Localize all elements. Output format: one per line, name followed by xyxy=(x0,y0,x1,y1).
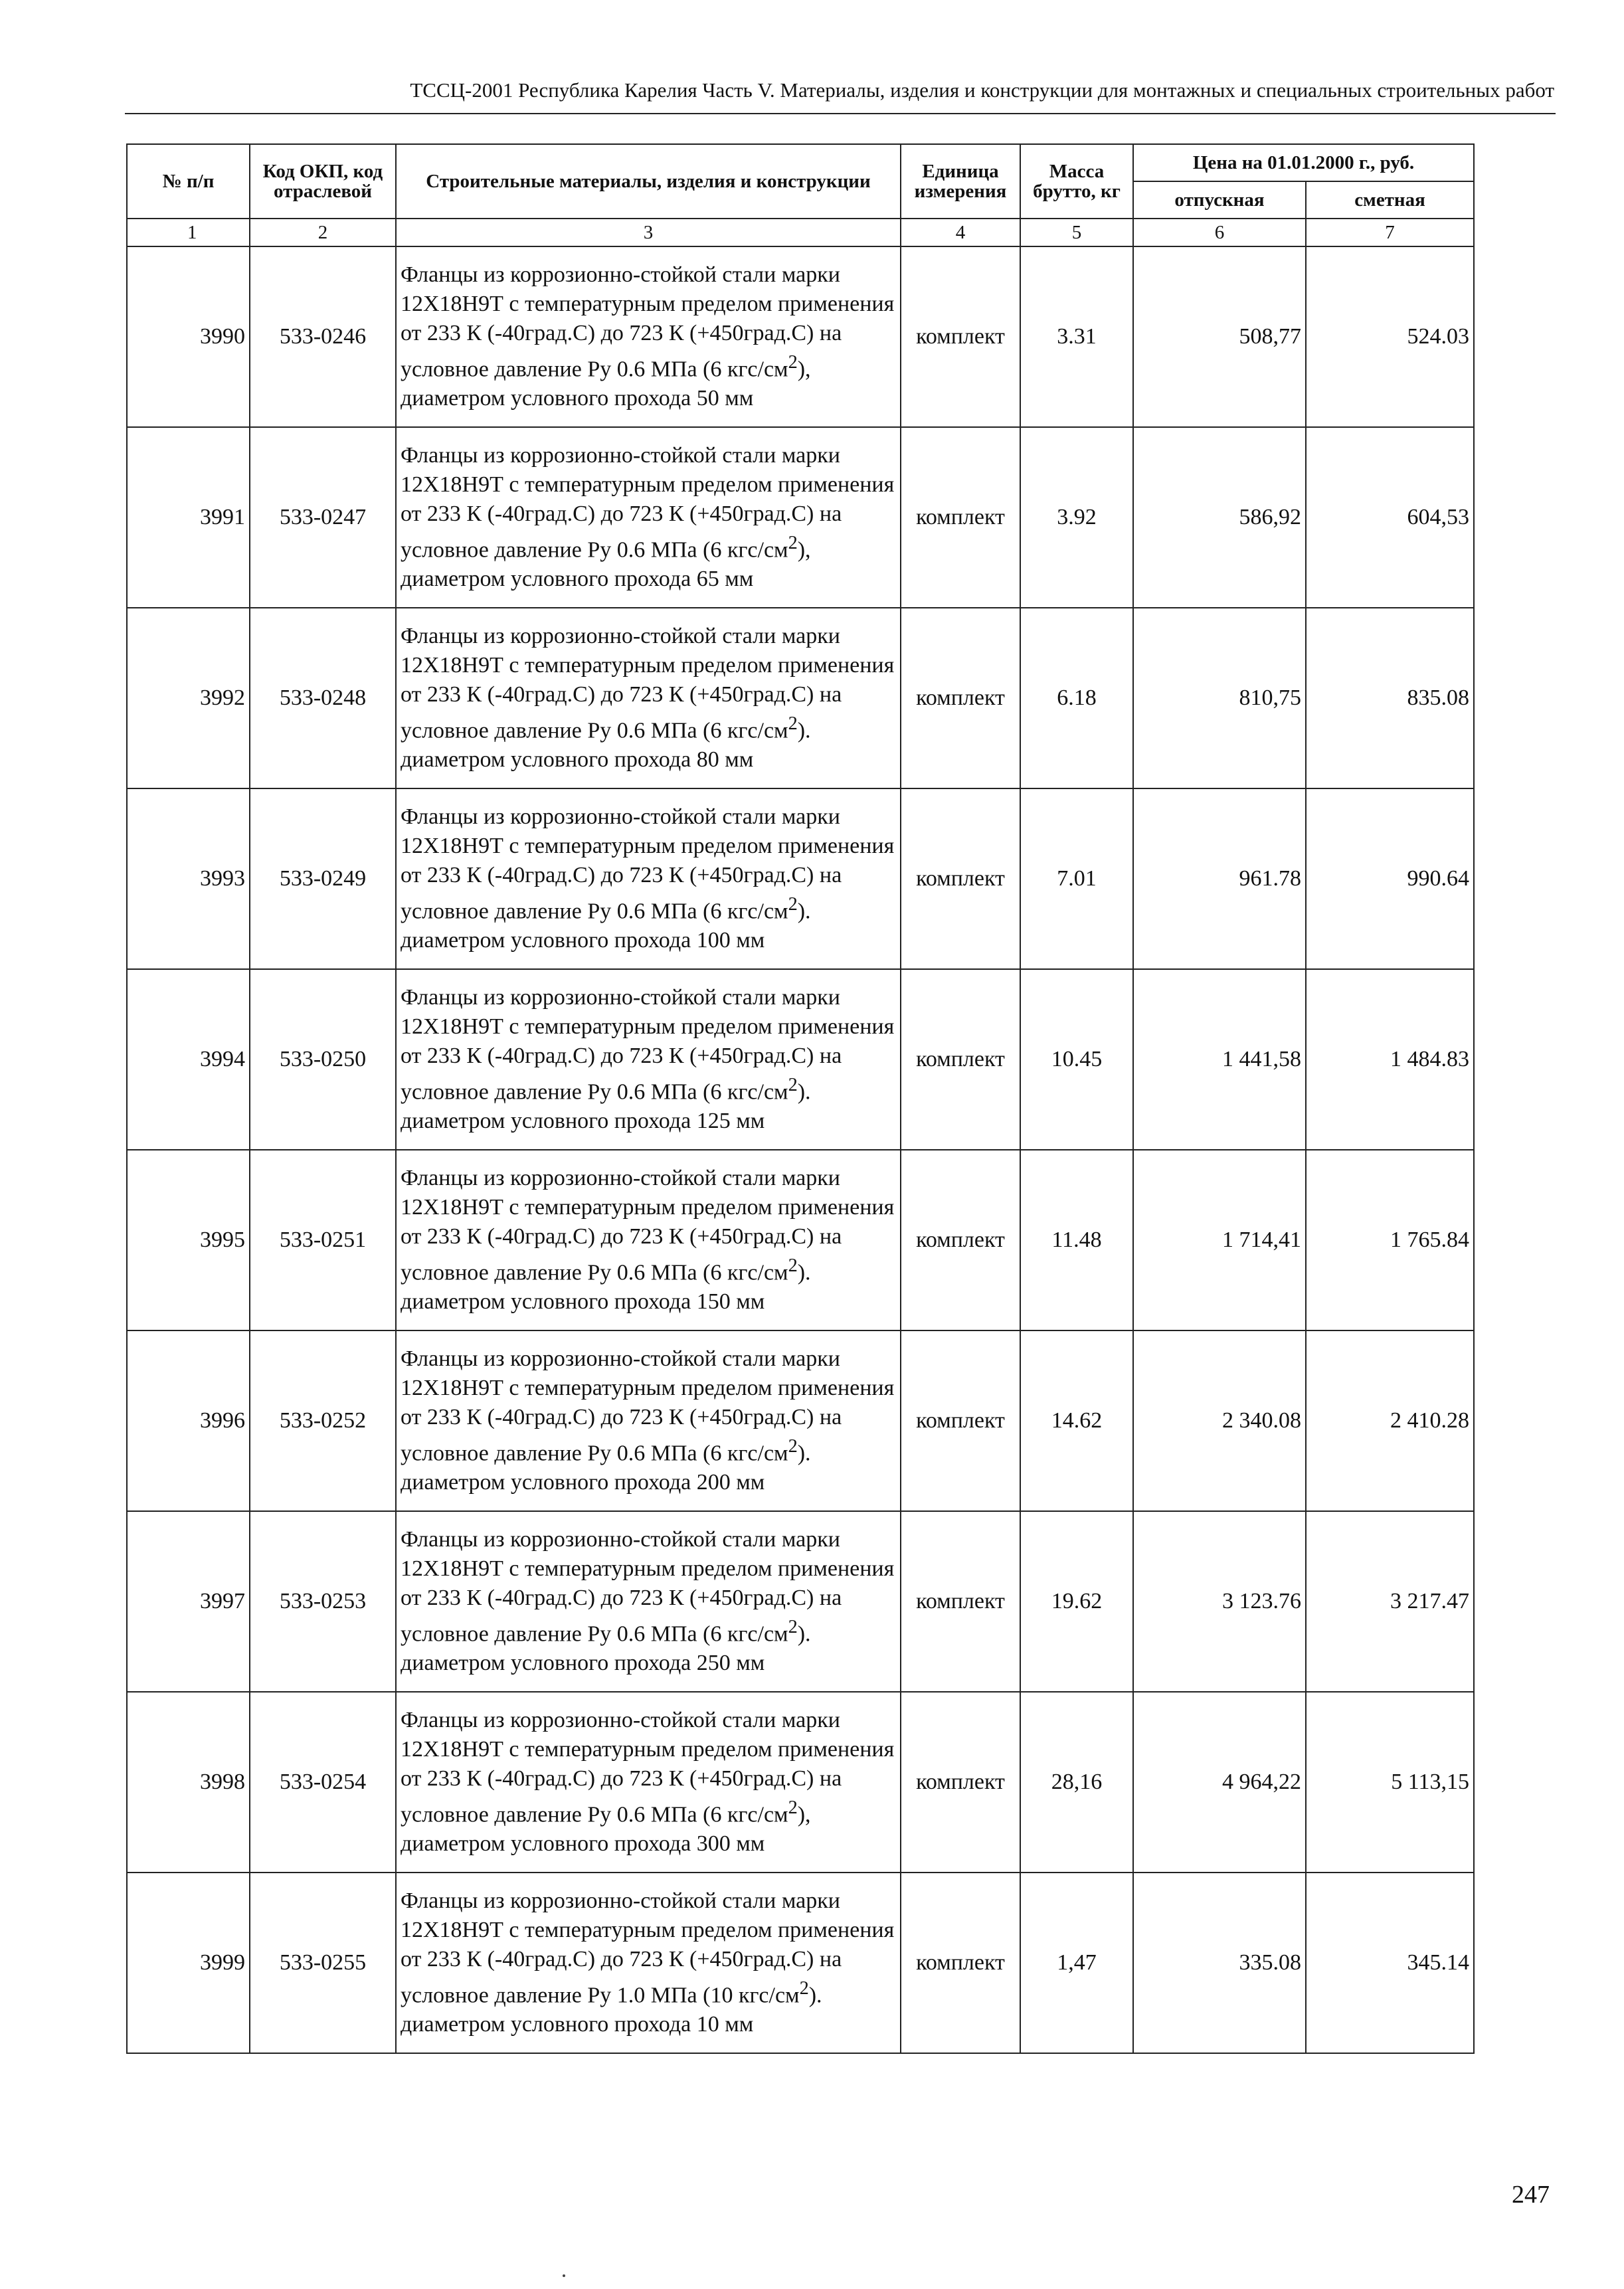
row-unit: комплект xyxy=(901,788,1020,969)
row-number: 3991 xyxy=(127,427,250,608)
row-description xyxy=(396,1873,901,2053)
row-code: 533-0248 xyxy=(250,608,396,788)
row-price-estimate: 5 113,15 xyxy=(1306,1692,1474,1873)
row-description xyxy=(396,246,901,427)
description-tail: ). диаметром условного прохода 100 мм xyxy=(401,899,811,953)
row-unit: комплект xyxy=(901,969,1020,1150)
row-unit: комплект xyxy=(901,1330,1020,1511)
row-unit: комплект xyxy=(901,246,1020,427)
header-code: Код ОКП, код отраслевой xyxy=(250,144,396,219)
table-row xyxy=(127,1511,1474,1692)
header-rule xyxy=(125,113,1556,114)
header-mass: Масса брутто, кг xyxy=(1020,144,1133,219)
row-price-estimate: 1 484.83 xyxy=(1306,969,1474,1150)
superscript: 2 xyxy=(788,1616,798,1637)
column-number: 2 xyxy=(250,219,396,246)
description-tail: ), диаметром условного прохода 50 мм xyxy=(401,357,811,411)
row-price-estimate: 990.64 xyxy=(1306,788,1474,969)
header-price-release: отпускная xyxy=(1133,181,1306,219)
row-mass: 14.62 xyxy=(1020,1330,1133,1511)
description-tail: ). диаметром условного прохода 150 мм xyxy=(401,1260,811,1315)
row-number: 3999 xyxy=(127,1873,250,2053)
column-number: 6 xyxy=(1133,219,1306,246)
row-mass: 11.48 xyxy=(1020,1150,1133,1330)
row-description xyxy=(396,1692,901,1873)
header-no: № п/п xyxy=(127,144,250,219)
header-price-group: Цена на 01.01.2000 г., руб. xyxy=(1133,144,1474,181)
description-text: Фланцы из коррозионно-стойкой стали марки 12Х18Н9Т с температурным пределом применения от 233 К (-40град.С) до 723 К (+450град.С) на условное давление Ру 0.6 МПа (6 кгс/см xyxy=(401,623,895,743)
description-tail: ). диаметром условного прохода 125 мм xyxy=(401,1079,811,1134)
row-unit: комплект xyxy=(901,1150,1020,1330)
row-price-release: 335.08 xyxy=(1133,1873,1306,2053)
row-unit: комплект xyxy=(901,1511,1020,1692)
description-text: Фланцы из коррозионно-стойкой стали марки 12Х18Н9Т с температурным пределом применения от 233 К (-40град.С) до 723 К (+450град.С) на условное давление Ру 0.6 МПа (6 кгс/см xyxy=(401,1165,895,1285)
row-number: 3997 xyxy=(127,1511,250,1692)
superscript: 2 xyxy=(788,893,798,915)
row-unit: комплект xyxy=(901,1873,1020,2053)
row-code: 533-0254 xyxy=(250,1692,396,1873)
row-number: 3994 xyxy=(127,969,250,1150)
superscript: 2 xyxy=(788,1435,798,1457)
row-description xyxy=(396,608,901,788)
row-mass: 7.01 xyxy=(1020,788,1133,969)
row-unit: комплект xyxy=(901,427,1020,608)
description-tail: ). диаметром условного прохода 10 мм xyxy=(401,1983,822,2037)
superscript: 2 xyxy=(788,713,798,734)
superscript: 2 xyxy=(788,351,798,373)
row-code: 533-0249 xyxy=(250,788,396,969)
row-price-release: 4 964,22 xyxy=(1133,1692,1306,1873)
column-number-row xyxy=(127,219,1474,246)
table-row xyxy=(127,969,1474,1150)
row-price-release: 810,75 xyxy=(1133,608,1306,788)
row-description xyxy=(396,1150,901,1330)
header-name: Строительные материалы, изделия и конструкции xyxy=(396,144,901,219)
row-code: 533-0255 xyxy=(250,1873,396,2053)
row-description xyxy=(396,1511,901,1692)
row-price-estimate: 2 410.28 xyxy=(1306,1330,1474,1511)
table-row xyxy=(127,1330,1474,1511)
row-description xyxy=(396,788,901,969)
description-tail: ), диаметром условного прохода 65 мм xyxy=(401,537,811,592)
row-price-estimate: 3 217.47 xyxy=(1306,1511,1474,1692)
row-number: 3996 xyxy=(127,1330,250,1511)
row-description xyxy=(396,1330,901,1511)
page-number: 247 xyxy=(1512,2181,1550,2209)
row-unit: комплект xyxy=(901,608,1020,788)
superscript: 2 xyxy=(799,1977,809,1999)
description-tail: ). диаметром условного прохода 200 мм xyxy=(401,1441,811,1495)
row-price-estimate: 524.03 xyxy=(1306,246,1474,427)
column-number: 3 xyxy=(396,219,901,246)
column-number: 5 xyxy=(1020,219,1133,246)
table-row xyxy=(127,1150,1474,1330)
row-price-release: 508,77 xyxy=(1133,246,1306,427)
row-number: 3992 xyxy=(127,608,250,788)
row-code: 533-0252 xyxy=(250,1330,396,1511)
description-text: Фланцы из коррозионно-стойкой стали марки 12Х18Н9Т с температурным пределом применения от 233 К (-40град.С) до 723 К (+450град.С) на условное давление Ру 0.6 МПа (6 кгс/см xyxy=(401,1346,895,1466)
superscript: 2 xyxy=(788,1797,798,1818)
table-row xyxy=(127,608,1474,788)
description-tail: ). диаметром условного прохода 80 мм xyxy=(401,718,811,773)
superscript: 2 xyxy=(788,532,798,553)
table-row xyxy=(127,427,1474,608)
row-price-estimate: 835.08 xyxy=(1306,608,1474,788)
row-code: 533-0251 xyxy=(250,1150,396,1330)
row-mass: 3.31 xyxy=(1020,246,1133,427)
price-table xyxy=(126,143,1475,2054)
row-price-release: 2 340.08 xyxy=(1133,1330,1306,1511)
description-text: Фланцы из коррозионно-стойкой стали марки 12Х18Н9Т с температурным пределом применения от 233 К (-40град.С) до 723 К (+450град.С) на условное давление Ру 0.6 МПа (6 кгс/см xyxy=(401,442,895,563)
row-code: 533-0253 xyxy=(250,1511,396,1692)
description-text: Фланцы из коррозионно-стойкой стали марки 12Х18Н9Т с температурным пределом применения от 233 К (-40град.С) до 723 К (+450град.С) на условное давление Ру 0.6 МПа (6 кгс/см xyxy=(401,1707,895,1827)
row-code: 533-0246 xyxy=(250,246,396,427)
header-unit: Единица измерения xyxy=(901,144,1020,219)
row-number: 3990 xyxy=(127,246,250,427)
column-number: 1 xyxy=(127,219,250,246)
row-description xyxy=(396,969,901,1150)
row-price-estimate: 1 765.84 xyxy=(1306,1150,1474,1330)
scan-speck xyxy=(563,2274,565,2277)
superscript: 2 xyxy=(788,1074,798,1095)
row-mass: 3.92 xyxy=(1020,427,1133,608)
table-row xyxy=(127,1873,1474,2053)
row-mass: 28,16 xyxy=(1020,1692,1133,1873)
description-text: Фланцы из коррозионно-стойкой стали марки 12Х18Н9Т с температурным пределом применения от 233 К (-40град.С) до 723 К (+450град.С) на условное давление Ру 0.6 МПа (6 кгс/см xyxy=(401,804,895,924)
row-price-release: 1 441,58 xyxy=(1133,969,1306,1150)
column-number: 7 xyxy=(1306,219,1474,246)
table-row xyxy=(127,1692,1474,1873)
description-text: Фланцы из коррозионно-стойкой стали марки 12Х18Н9Т с температурным пределом применения от 233 К (-40град.С) до 723 К (+450град.С) на условное давление Ру 1.0 МПа (10 кгс/см xyxy=(401,1888,895,2008)
row-unit: комплект xyxy=(901,1692,1020,1873)
page-header: ТССЦ-2001 Республика Карелия Часть V. Материалы, изделия и конструкции для монтажных и специальных строительных работ xyxy=(410,78,1554,102)
description-tail: ). диаметром условного прохода 250 мм xyxy=(401,1621,811,1676)
row-mass: 10.45 xyxy=(1020,969,1133,1150)
row-number: 3995 xyxy=(127,1150,250,1330)
description-text: Фланцы из коррозионно-стойкой стали марки 12Х18Н9Т с температурным пределом применения от 233 К (-40град.С) до 723 К (+450град.С) на условное давление Ру 0.6 МПа (6 кгс/см xyxy=(401,262,895,382)
row-price-estimate: 345.14 xyxy=(1306,1873,1474,2053)
row-number: 3998 xyxy=(127,1692,250,1873)
row-price-release: 961.78 xyxy=(1133,788,1306,969)
table-row xyxy=(127,246,1474,427)
row-price-estimate: 604,53 xyxy=(1306,427,1474,608)
row-mass: 6.18 xyxy=(1020,608,1133,788)
row-description xyxy=(396,427,901,608)
column-number: 4 xyxy=(901,219,1020,246)
row-price-release: 3 123.76 xyxy=(1133,1511,1306,1692)
row-mass: 1,47 xyxy=(1020,1873,1133,2053)
row-price-release: 1 714,41 xyxy=(1133,1150,1306,1330)
description-text: Фланцы из коррозионно-стойкой стали марки 12Х18Н9Т с температурным пределом применения от 233 К (-40град.С) до 723 К (+450град.С) на условное давление Ру 0.6 МПа (6 кгс/см xyxy=(401,1526,895,1647)
row-code: 533-0250 xyxy=(250,969,396,1150)
row-code: 533-0247 xyxy=(250,427,396,608)
description-text: Фланцы из коррозионно-стойкой стали марки 12Х18Н9Т с температурным пределом применения от 233 К (-40град.С) до 723 К (+450град.С) на условное давление Ру 0.6 МПа (6 кгс/см xyxy=(401,984,895,1105)
row-price-release: 586,92 xyxy=(1133,427,1306,608)
header-price-estimate: сметная xyxy=(1306,181,1474,219)
table-row xyxy=(127,788,1474,969)
description-tail: ), диаметром условного прохода 300 мм xyxy=(401,1802,811,1857)
row-number: 3993 xyxy=(127,788,250,969)
row-mass: 19.62 xyxy=(1020,1511,1133,1692)
superscript: 2 xyxy=(788,1255,798,1276)
